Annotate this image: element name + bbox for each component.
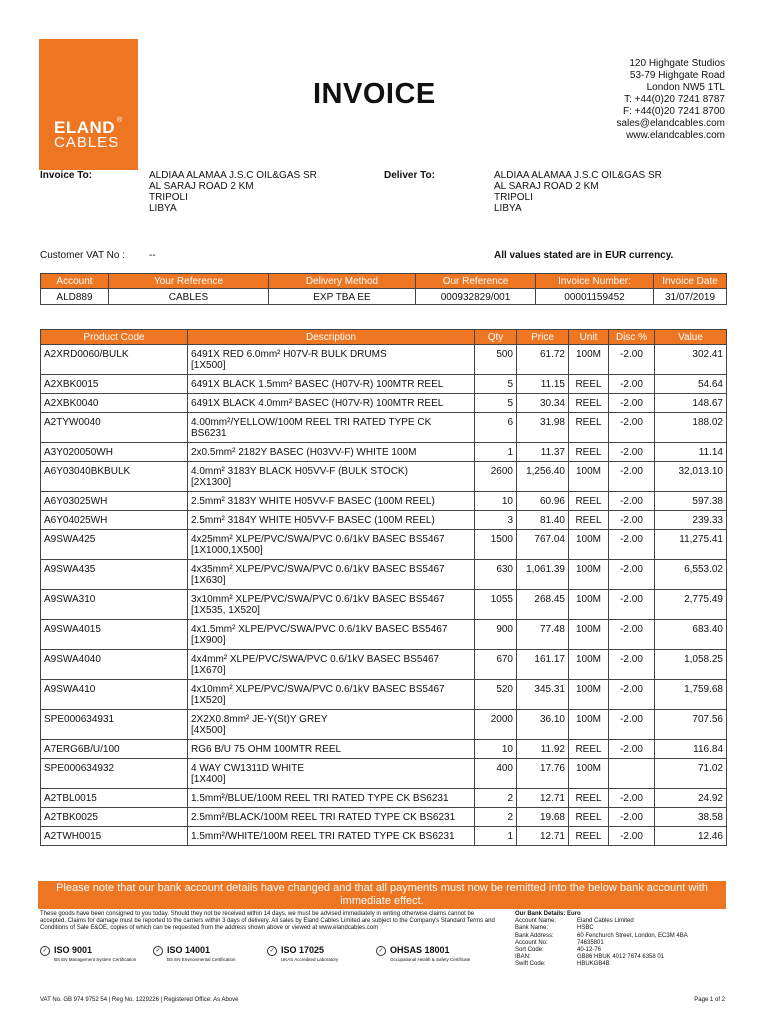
header-our-reference: Our Reference: [416, 274, 536, 289]
cell-price: 60.96: [517, 492, 569, 511]
description-line: 2.5mm²/BLACK/100M REEL TRI RATED TYPE CK BS6231: [191, 812, 456, 823]
logo-text-eland: ELAND: [54, 118, 116, 137]
invoice-to-line: LIBYA: [149, 203, 177, 214]
bank-value: GB86 HBUK 4012 7674 6358 01: [577, 954, 665, 961]
cell-qty: 2600: [475, 462, 517, 492]
cell-unit: 100M: [569, 650, 609, 680]
description-line: 4x1.5mm² XLPE/PVC/SWA/PVC 0.6/1kV BASEC BS5467: [191, 624, 448, 635]
cell-price: 77.48: [517, 620, 569, 650]
cell-price: 1,061.39: [517, 560, 569, 590]
cell-discount: -2.00: [609, 530, 655, 560]
cert-name: ISO 17025: [281, 945, 325, 955]
bank-key: IBAN:: [515, 954, 531, 961]
cell-product-code: SPE000634932: [41, 759, 188, 789]
header-qty: Qty: [475, 330, 517, 345]
cell-unit: REEL: [569, 511, 609, 530]
cell-value: 11.14: [655, 443, 727, 462]
cell-product-code: A6Y04025WH: [41, 511, 188, 530]
registration-footer: VAT No. GB 974 9752 54 | Reg No. 1229226 | Registered Office: As Above: [40, 997, 239, 1003]
cell-product-code: A2XBK0015: [41, 375, 188, 394]
header-price: Price: [517, 330, 569, 345]
cell-description: [188, 511, 475, 530]
cell-discount: -2.00: [609, 740, 655, 759]
company-email: sales@elandcables.com: [616, 118, 725, 129]
bank-value: Eland Cables Limited: [577, 918, 634, 925]
cell-description: [188, 620, 475, 650]
cell-discount: -2.00: [609, 394, 655, 413]
table-row: [41, 680, 727, 710]
cell-unit: REEL: [569, 492, 609, 511]
page-number: Page 1 of 2: [694, 997, 725, 1003]
cell-qty: 1: [475, 443, 517, 462]
cell-value: 188.02: [655, 413, 727, 443]
header-invoice-date: Invoice Date: [654, 274, 727, 289]
cell-product-code: A2TBK0025: [41, 808, 188, 827]
cell-description: [188, 413, 475, 443]
table-row: [41, 710, 727, 740]
description-line: 4.00mm²/YELLOW/100M REEL TRI RATED TYPE CK: [191, 417, 432, 428]
company-phone: T: +44(0)20 7241 8787: [624, 94, 725, 105]
check-icon: ✓: [376, 946, 386, 956]
cell-discount: -2.00: [609, 511, 655, 530]
description-line: 1.5mm²/BLUE/100M REEL TRI RATED TYPE CK BS6231: [191, 793, 449, 804]
eland-cables-logo: [39, 39, 138, 170]
cell-qty: 500: [475, 345, 517, 375]
cell-value: 148.67: [655, 394, 727, 413]
cell-qty: 3: [475, 511, 517, 530]
description-detail: [1X500]: [191, 360, 226, 371]
cell-value: 12.46: [655, 827, 727, 846]
check-icon: ✓: [267, 946, 277, 956]
header-description: Description: [188, 330, 475, 345]
table-row: [41, 827, 727, 846]
product-header-row: [41, 330, 727, 345]
cell-discount: [609, 759, 655, 789]
bank-row: [515, 947, 688, 954]
cell-price: 61.72: [517, 345, 569, 375]
bank-key: Swift Code:: [515, 961, 546, 968]
company-address-line: London NW5 1TL: [646, 82, 725, 93]
cell-value: 683.40: [655, 620, 727, 650]
cell-price: 30.34: [517, 394, 569, 413]
cell-unit: 100M: [569, 680, 609, 710]
table-row: [41, 375, 727, 394]
cell-discount: -2.00: [609, 462, 655, 492]
cell-description: [188, 394, 475, 413]
header-product-code: Product Code: [41, 330, 188, 345]
invoice-to-line: ALDIAA ALAMAA J.S.C OIL&GAS SR: [149, 170, 317, 181]
description-line: 4x10mm² XLPE/PVC/SWA/PVC 0.6/1kV BASEC BS5467: [191, 684, 445, 695]
cell-value: 32,013.10: [655, 462, 727, 492]
cert-name: OHSAS 18001: [390, 945, 450, 955]
bank-value: HSBC: [577, 925, 594, 932]
invoice-number-value: 00001159452: [536, 289, 654, 305]
cell-price: 12.71: [517, 789, 569, 808]
certifications: [40, 945, 480, 967]
cell-product-code: A9SWA310: [41, 590, 188, 620]
cell-description: [188, 759, 475, 789]
cell-value: 597.38: [655, 492, 727, 511]
cell-price: 12.71: [517, 827, 569, 846]
cell-product-code: A6Y03040BKBULK: [41, 462, 188, 492]
cell-value: 71.02: [655, 759, 727, 789]
cell-qty: 5: [475, 375, 517, 394]
cell-qty: 10: [475, 740, 517, 759]
cell-unit: 100M: [569, 345, 609, 375]
cell-qty: 400: [475, 759, 517, 789]
product-rows: [41, 345, 727, 846]
header-your-reference: Your Reference: [109, 274, 269, 289]
reference-value-row: [41, 289, 727, 305]
cell-unit: 100M: [569, 530, 609, 560]
customer-vat-value: --: [149, 250, 156, 261]
check-icon: ✓: [40, 946, 50, 956]
cell-unit: REEL: [569, 394, 609, 413]
cell-value: 54.64: [655, 375, 727, 394]
description-line: 2X2X0.8mm² JE-Y(St)Y GREY: [191, 714, 328, 725]
cell-description: [188, 740, 475, 759]
bank-details: [515, 911, 688, 969]
cell-description: [188, 789, 475, 808]
bank-key: Sort Code:: [515, 947, 544, 954]
bank-change-notice: Please note that our bank account details have changed and that all payments must now be remitted into the below bank account with immediate effect.: [38, 881, 726, 909]
cell-unit: 100M: [569, 462, 609, 492]
cell-description: [188, 650, 475, 680]
cell-discount: -2.00: [609, 827, 655, 846]
description-detail: [1X1000,1X500]: [191, 545, 263, 556]
cell-product-code: SPE000634931: [41, 710, 188, 740]
cell-unit: 100M: [569, 620, 609, 650]
description-line: 6491X BLACK 4.0mm² BASEC (H07V-R) 100MTR REEL: [191, 398, 444, 409]
cell-price: 11.37: [517, 443, 569, 462]
cell-qty: 900: [475, 620, 517, 650]
cell-unit: 100M: [569, 590, 609, 620]
bank-key: Bank Address:: [515, 932, 554, 939]
cell-description: [188, 827, 475, 846]
description-line: 2.5mm² 3183Y WHITE H05VV-F BASEC (100M REEL): [191, 496, 435, 507]
description-detail: [1X400]: [191, 774, 226, 785]
header-delivery-method: Delivery Method: [269, 274, 416, 289]
cell-product-code: A3Y020050WH: [41, 443, 188, 462]
cell-product-code: A9SWA4015: [41, 620, 188, 650]
cell-discount: -2.00: [609, 345, 655, 375]
header-disc: Disc %: [609, 330, 655, 345]
cell-description: [188, 492, 475, 511]
cell-price: 1,256.40: [517, 462, 569, 492]
bank-key: Account Name:: [515, 918, 557, 925]
description-detail: [1X535, 1X520]: [191, 605, 260, 616]
cell-value: 38.58: [655, 808, 727, 827]
cert-description: UKAS Accredited Laboratory: [281, 957, 339, 962]
cell-qty: 630: [475, 560, 517, 590]
cell-qty: 10: [475, 492, 517, 511]
table-row: [41, 530, 727, 560]
table-row: [41, 413, 727, 443]
invoice-to-line: AL SARAJ ROAD 2 KM: [149, 181, 254, 192]
table-row: [41, 650, 727, 680]
cell-price: 19.68: [517, 808, 569, 827]
bank-row: [515, 954, 688, 961]
cell-unit: REEL: [569, 443, 609, 462]
description-detail: [2X1300]: [191, 477, 232, 488]
cell-discount: -2.00: [609, 789, 655, 808]
cell-price: 81.40: [517, 511, 569, 530]
cell-qty: 520: [475, 680, 517, 710]
description-line: 4 WAY CW1311D WHITE: [191, 763, 304, 774]
table-row: [41, 511, 727, 530]
description-detail: [1X670]: [191, 665, 226, 676]
cell-price: 17.76: [517, 759, 569, 789]
cell-qty: 1: [475, 827, 517, 846]
cell-price: 345.31: [517, 680, 569, 710]
cell-discount: -2.00: [609, 560, 655, 590]
cell-discount: -2.00: [609, 710, 655, 740]
cell-product-code: A9SWA425: [41, 530, 188, 560]
invoice-to-line: TRIPOLI: [149, 192, 188, 203]
bank-value: HBUKGB4B: [577, 961, 610, 968]
cell-product-code: A2XRD0060/BULK: [41, 345, 188, 375]
company-fax: F: +44(0)20 7241 8700: [622, 106, 725, 117]
cell-value: 6,553.02: [655, 560, 727, 590]
cell-price: 36.10: [517, 710, 569, 740]
cell-unit: REEL: [569, 375, 609, 394]
cell-price: 11.15: [517, 375, 569, 394]
cell-value: 1,759.68: [655, 680, 727, 710]
description-line: 4x25mm² XLPE/PVC/SWA/PVC 0.6/1kV BASEC BS5467: [191, 534, 445, 545]
invoice-date-value: 31/07/2019: [654, 289, 727, 305]
cell-qty: 1055: [475, 590, 517, 620]
cell-description: [188, 375, 475, 394]
table-row: [41, 789, 727, 808]
table-row: [41, 462, 727, 492]
description-detail: [1X520]: [191, 695, 226, 706]
invoice-to-label: Invoice To:: [40, 170, 93, 181]
description-line: RG6 B/U 75 OHM 100MTR REEL: [191, 744, 342, 755]
deliver-to-line: LIBYA: [494, 203, 522, 214]
cell-price: 268.45: [517, 590, 569, 620]
cell-unit: 100M: [569, 759, 609, 789]
deliver-to-line: TRIPOLI: [494, 192, 533, 203]
bank-value: 40-12-76: [577, 947, 602, 954]
cell-product-code: A2TWH0015: [41, 827, 188, 846]
cell-description: [188, 345, 475, 375]
cell-unit: 100M: [569, 710, 609, 740]
currency-note: All values stated are in EUR currency.: [494, 250, 674, 261]
cell-discount: -2.00: [609, 413, 655, 443]
cell-qty: 2: [475, 789, 517, 808]
company-address: [616, 58, 725, 142]
bank-row: [515, 940, 688, 947]
description-line: 2.5mm² 3184Y WHITE H05VV-F BASEC (100M REEL): [191, 515, 435, 526]
cell-unit: REEL: [569, 789, 609, 808]
bank-row: [515, 933, 688, 940]
cell-qty: 670: [475, 650, 517, 680]
description-line: 4x4mm² XLPE/PVC/SWA/PVC 0.6/1kV BASEC BS5467: [191, 654, 440, 665]
cell-discount: -2.00: [609, 443, 655, 462]
header-unit: Unit: [569, 330, 609, 345]
cell-discount: -2.00: [609, 620, 655, 650]
cell-description: [188, 710, 475, 740]
reference-table: [40, 273, 727, 305]
cell-description: [188, 462, 475, 492]
cell-qty: 2000: [475, 710, 517, 740]
table-row: [41, 620, 727, 650]
cell-product-code: A9SWA410: [41, 680, 188, 710]
bank-details-title: Our Bank Details: Euro: [515, 911, 581, 917]
cell-discount: -2.00: [609, 650, 655, 680]
our-reference-value: 000932829/001: [416, 289, 536, 305]
bank-key: Account No:: [515, 939, 548, 946]
cell-qty: 1500: [475, 530, 517, 560]
table-row: [41, 560, 727, 590]
table-row: [41, 443, 727, 462]
table-row: [41, 808, 727, 827]
company-website: www.elandcables.com: [626, 130, 725, 141]
header-invoice-number: Invoice Number:: [536, 274, 654, 289]
description-line: 2x0.5mm² 2182Y BASEC (H03VV-F) WHITE 100M: [191, 447, 417, 458]
deliver-to-label: Deliver To:: [384, 170, 435, 181]
cell-discount: -2.00: [609, 492, 655, 511]
description-detail: [4X500]: [191, 725, 226, 736]
cell-qty: 6: [475, 413, 517, 443]
cell-description: [188, 443, 475, 462]
cell-unit: 100M: [569, 560, 609, 590]
document-title: INVOICE: [313, 78, 436, 110]
cell-discount: -2.00: [609, 680, 655, 710]
cell-unit: REEL: [569, 413, 609, 443]
cell-product-code: A9SWA435: [41, 560, 188, 590]
your-reference-value: CABLES: [109, 289, 269, 305]
product-table: [40, 329, 727, 846]
cell-qty: 2: [475, 808, 517, 827]
bank-value: 60 Fenchurch Street, London, EC3M 4BA: [577, 932, 688, 939]
cell-value: 24.92: [655, 789, 727, 808]
description-line: 6491X BLACK 1.5mm² BASEC (H07V-R) 100MTR REEL: [191, 379, 444, 390]
account-value: ALD889: [41, 289, 109, 305]
table-row: [41, 394, 727, 413]
description-detail: [1X630]: [191, 575, 226, 586]
description-line: 1.5mm²/WHITE/100M REEL TRI RATED TYPE CK BS6231: [191, 831, 455, 842]
table-row: [41, 345, 727, 375]
description-detail: BS6231: [191, 428, 227, 439]
table-row: [41, 492, 727, 511]
bank-value: 74635801: [577, 939, 604, 946]
cell-value: 1,058.25: [655, 650, 727, 680]
logo-registered-mark: ®: [117, 117, 123, 124]
cell-qty: 5: [475, 394, 517, 413]
cert-name: ISO 14001: [167, 945, 211, 955]
cell-product-code: A2TBL0015: [41, 789, 188, 808]
terms-text: These goods have been consigned to you today. Should they not be received within 14 days, we must be advised immediately in writing otherwise claims cannot be accepted. Claims for damage must be reported to the carriers within 3 days of delivery. All sales by Eland Cables Limited are subject to the Company's Standard Terms and Conditions of Sale E&OE, copies of which can be requested from the address shown above or viewed at www.elandcables.com: [40, 911, 495, 931]
cell-price: 31.98: [517, 413, 569, 443]
table-row: [41, 759, 727, 789]
reference-header-row: [41, 274, 727, 289]
header-account: Account: [41, 274, 109, 289]
cell-value: 302.41: [655, 345, 727, 375]
check-icon: ✓: [153, 946, 163, 956]
description-line: 3x10mm² XLPE/PVC/SWA/PVC 0.6/1kV BASEC BS5467: [191, 594, 445, 605]
company-address-line: 120 Highgate Studios: [629, 58, 725, 69]
company-address-line: 53-79 Highgate Road: [629, 70, 725, 81]
description-line: 6491X RED 6.0mm² H07V-R BULK DRUMS: [191, 349, 387, 360]
cell-value: 707.56: [655, 710, 727, 740]
deliver-to-line: AL SARAJ ROAD 2 KM: [494, 181, 599, 192]
cell-discount: -2.00: [609, 590, 655, 620]
cell-product-code: A9SWA4040: [41, 650, 188, 680]
cert-description: BS EN Management System Certification: [54, 957, 137, 962]
cell-description: [188, 680, 475, 710]
cell-price: 161.17: [517, 650, 569, 680]
header-value: Value: [655, 330, 727, 345]
cell-description: [188, 808, 475, 827]
cell-unit: REEL: [569, 740, 609, 759]
delivery-method-value: EXP TBA EE: [269, 289, 416, 305]
cell-description: [188, 530, 475, 560]
cert-description: BS EN Environmental Certification: [167, 957, 236, 962]
invoice-to-address: [149, 170, 317, 214]
cell-product-code: A6Y03025WH: [41, 492, 188, 511]
bank-row: [515, 925, 688, 932]
cell-discount: -2.00: [609, 375, 655, 394]
cell-price: 11.92: [517, 740, 569, 759]
cell-unit: REEL: [569, 827, 609, 846]
customer-vat-label: Customer VAT No :: [40, 250, 126, 261]
description-detail: [1X900]: [191, 635, 226, 646]
bank-row: [515, 918, 688, 925]
cell-description: [188, 560, 475, 590]
deliver-to-address: [494, 170, 662, 214]
cell-unit: REEL: [569, 808, 609, 827]
cell-value: 11,275.41: [655, 530, 727, 560]
deliver-to-line: ALDIAA ALAMAA J.S.C OIL&GAS SR: [494, 170, 662, 181]
cell-product-code: A7ERG6B/U/100: [41, 740, 188, 759]
description-line: 4x35mm² XLPE/PVC/SWA/PVC 0.6/1kV BASEC BS5467: [191, 564, 445, 575]
cell-description: [188, 590, 475, 620]
cell-value: 239.33: [655, 511, 727, 530]
table-row: [41, 740, 727, 759]
cell-value: 116.84: [655, 740, 727, 759]
cell-value: 2,775.49: [655, 590, 727, 620]
logo-text-cables: CABLES: [54, 134, 120, 151]
cert-description: Occupational Health & Safety Certificate: [390, 957, 471, 962]
cell-discount: -2.00: [609, 808, 655, 827]
bank-row: [515, 961, 688, 968]
cell-price: 767.04: [517, 530, 569, 560]
cert-name: ISO 9001: [54, 945, 93, 955]
table-row: [41, 590, 727, 620]
cell-product-code: A2XBK0040: [41, 394, 188, 413]
cell-product-code: A2TYW0040: [41, 413, 188, 443]
bank-key: Bank Name:: [515, 925, 549, 932]
description-line: 4.0mm² 3183Y BLACK H05VV-F (BULK STOCK): [191, 466, 408, 477]
